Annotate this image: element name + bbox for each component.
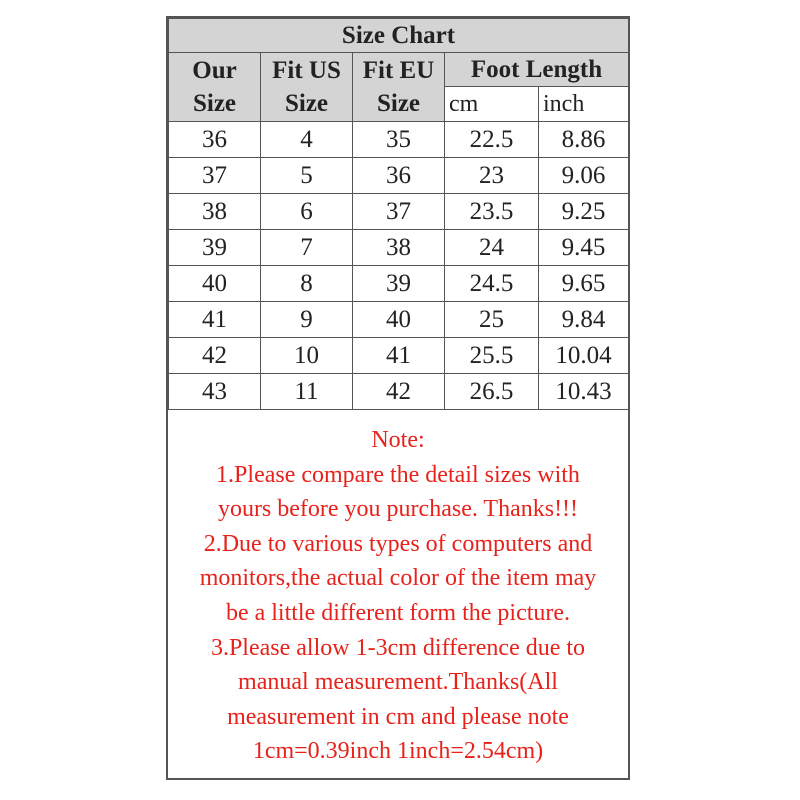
note-line: monitors,the actual color of the item may (199, 565, 597, 592)
cell-inch: 9.84 (539, 302, 629, 338)
cell-cm: 22.5 (445, 122, 539, 158)
cell-cm: 26.5 (445, 374, 539, 410)
cell-our-size: 38 (169, 194, 261, 230)
cell-inch: 9.25 (539, 194, 629, 230)
header-fit-eu-line1: Fit EU (362, 57, 435, 84)
size-chart (166, 16, 630, 780)
cell-inch: 9.45 (539, 230, 629, 266)
note-line: be a little different form the picture. (225, 599, 571, 626)
cell-our-size: 37 (169, 158, 261, 194)
note-line: measurement in cm and please note (227, 703, 569, 730)
note-line: 2.Due to various types of computers and (203, 530, 593, 557)
cell-us-size: 9 (261, 302, 353, 338)
cell-us-size: 10 (261, 338, 353, 374)
cell-inch: 9.65 (539, 266, 629, 302)
cell-inch: 10.43 (539, 374, 629, 410)
cell-cm: 25 (445, 302, 539, 338)
title-row (169, 19, 629, 53)
cell-our-size: 39 (169, 230, 261, 266)
header-fit-eu (353, 53, 445, 122)
cell-inch: 9.06 (539, 158, 629, 194)
table-row (169, 302, 629, 338)
header-fit-us (261, 53, 353, 122)
note-section (168, 413, 628, 778)
cell-eu-size: 40 (353, 302, 445, 338)
cell-inch: 8.86 (539, 122, 629, 158)
cell-eu-size: 36 (353, 158, 445, 194)
chart-title: Size Chart (169, 19, 629, 53)
cell-us-size: 4 (261, 122, 353, 158)
cell-us-size: 8 (261, 266, 353, 302)
cell-our-size: 43 (169, 374, 261, 410)
note-line: yours before you purchase. Thanks!!! (217, 496, 579, 523)
cell-cm: 25.5 (445, 338, 539, 374)
cell-cm: 23 (445, 158, 539, 194)
cell-eu-size: 39 (353, 266, 445, 302)
header-fit-eu-line2: Size (376, 90, 421, 117)
subheader-cm: cm (445, 87, 539, 122)
note-heading: Note: (371, 427, 425, 453)
cell-us-size: 7 (261, 230, 353, 266)
cell-eu-size: 41 (353, 338, 445, 374)
header-our-size-line2: Size (192, 90, 237, 117)
cell-eu-size: 38 (353, 230, 445, 266)
cell-cm: 23.5 (445, 194, 539, 230)
table-row (169, 266, 629, 302)
header-our-size-line1: Our (192, 57, 237, 84)
cell-our-size: 41 (169, 302, 261, 338)
table-row (169, 338, 629, 374)
header-our-size (169, 53, 261, 122)
cell-us-size: 5 (261, 158, 353, 194)
table-row (169, 194, 629, 230)
header-fit-us-line2: Size (284, 90, 329, 117)
cell-us-size: 11 (261, 374, 353, 410)
cell-our-size: 40 (169, 266, 261, 302)
size-table (168, 18, 629, 410)
header-row (169, 53, 629, 87)
table-row (169, 374, 629, 410)
table-row (169, 122, 629, 158)
cell-eu-size: 37 (353, 194, 445, 230)
header-fit-us-line1: Fit US (272, 57, 341, 84)
note-line: 1cm=0.39inch 1inch=2.54cm) (252, 738, 544, 765)
cell-inch: 10.04 (539, 338, 629, 374)
cell-eu-size: 42 (353, 374, 445, 410)
subheader-inch: inch (539, 87, 629, 122)
note-line: manual measurement.Thanks(All (238, 669, 558, 696)
cell-eu-size: 35 (353, 122, 445, 158)
note-line: 1.Please compare the detail sizes with (216, 461, 580, 488)
note-line: 3.Please allow 1-3cm difference due to (210, 634, 586, 661)
header-foot-length: Foot Length (445, 53, 629, 87)
cell-cm: 24 (445, 230, 539, 266)
cell-us-size: 6 (261, 194, 353, 230)
cell-our-size: 36 (169, 122, 261, 158)
cell-cm: 24.5 (445, 266, 539, 302)
cell-our-size: 42 (169, 338, 261, 374)
table-row (169, 230, 629, 266)
table-row (169, 158, 629, 194)
